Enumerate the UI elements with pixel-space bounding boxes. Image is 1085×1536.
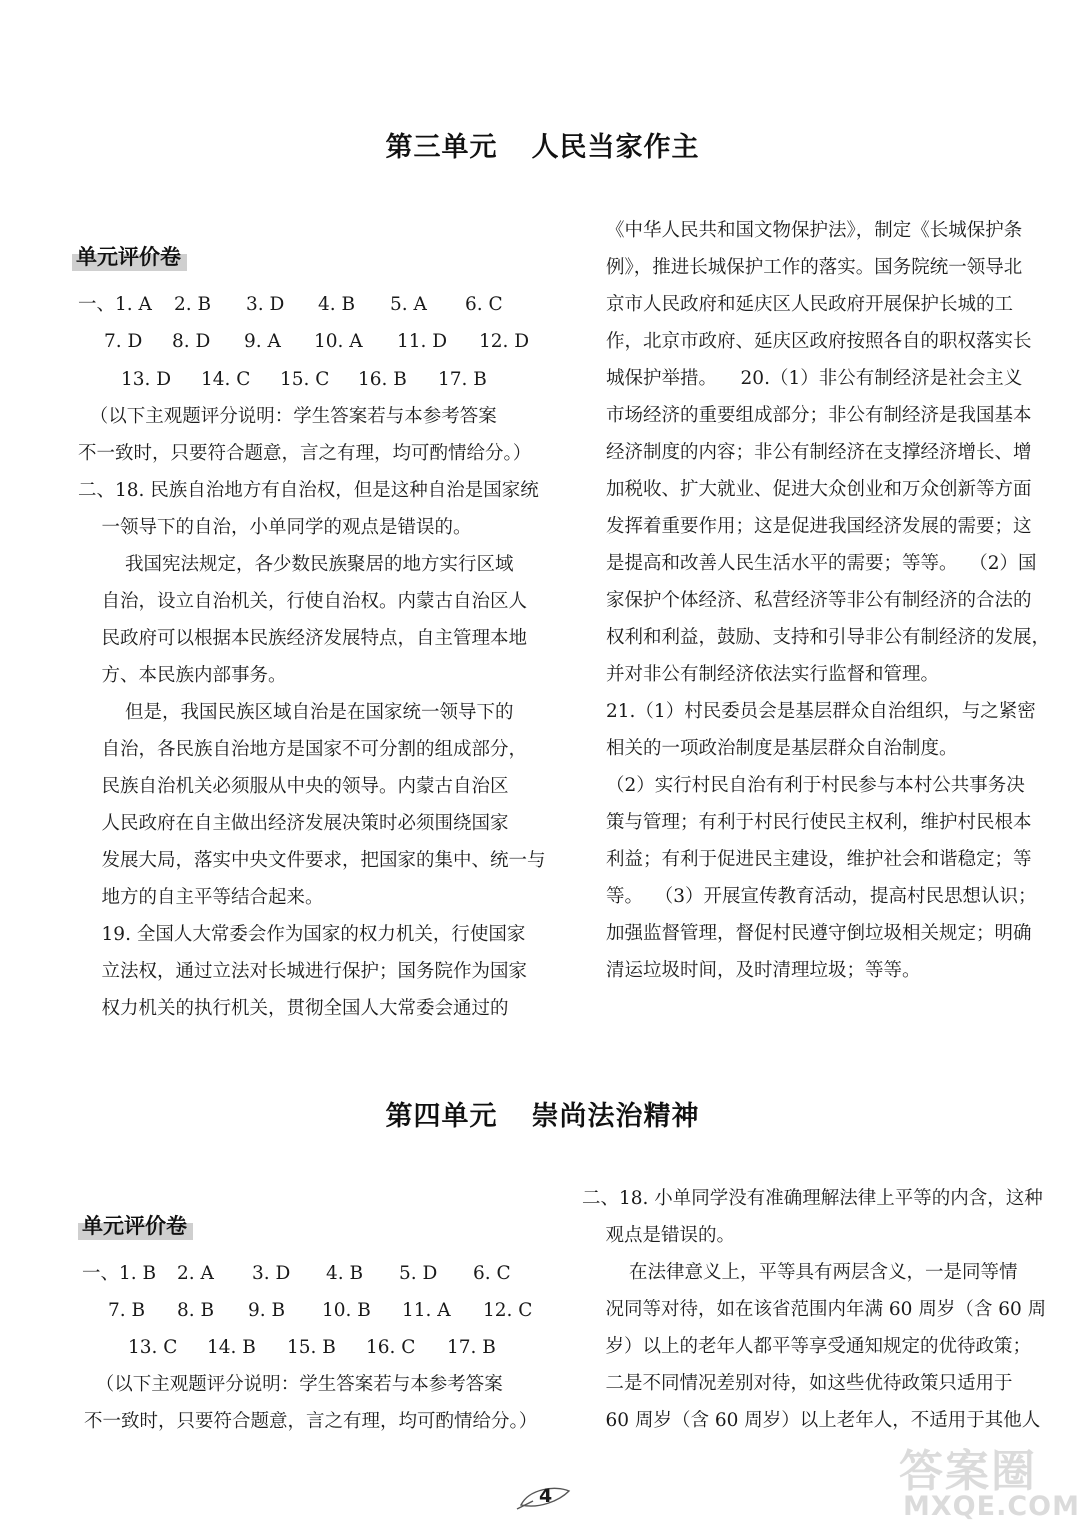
text-line: 加税收、扩大就业、促进大众创业和万众创新等方面 — [606, 479, 1032, 500]
unit3-title — [0, 125, 1085, 164]
answer: 9. B — [248, 1300, 286, 1321]
text-line: 况同等对待，如在该省范围内年满 60 周岁（含 60 周 — [582, 1299, 1047, 1320]
answer: 4. B — [326, 1263, 364, 1284]
answer: 14. B — [207, 1337, 256, 1358]
answer: 16. C — [366, 1337, 416, 1358]
text-line: 方、本民族内部事务。 — [78, 665, 287, 686]
watermark-title: 答案圈 — [899, 1446, 1037, 1497]
text-line: 作，北京市政府、延庆区政府按照各自的职权落实长 — [606, 331, 1032, 352]
text-line: 一领导下的自治，小单同学的观点是错误的。 — [78, 517, 472, 538]
answer: 16. B — [358, 369, 407, 390]
answer: 7. D — [104, 331, 143, 352]
unit4-title — [0, 1094, 1085, 1133]
answer: 4. B — [318, 294, 356, 315]
text-line: （2）实行村民自治有利于村民参与本村公共事务决 — [606, 775, 1025, 796]
text-line: 但是，我国民族区域自治是在国家统一领导下的 — [78, 702, 514, 723]
text-line: 发挥着重要作用；这是促进我国经济发展的需要；这 — [606, 516, 1032, 537]
text-line: 策与管理；有利于村民行使民主权利，维护村民根本 — [606, 812, 1032, 833]
unit4-right-column — [582, 1180, 1046, 1439]
answer: 9. A — [244, 331, 281, 352]
text-line: 自治，设立自治机关，行使自治权。内蒙古自治区人 — [78, 591, 528, 612]
unit4-answers-row-1 — [82, 1255, 511, 1292]
text-line: 利益；有利于促进民主建设，维护社会和谐稳定；等 — [606, 849, 1032, 870]
text-line: 权利和利益，鼓励、支持和引导非公有制经济的发展， — [606, 627, 1051, 648]
unit3-title-name: 人民当家作主 — [531, 132, 700, 163]
answer: 2. A — [177, 1263, 214, 1284]
answer: 11. A — [402, 1300, 451, 1321]
answer: 13. C — [128, 1337, 178, 1358]
unit3-title-number: 第三单元 — [385, 132, 498, 163]
answer: 10. A — [314, 331, 363, 352]
text-line: 在法律意义上，平等具有两层含义，一是同等情 — [582, 1262, 1018, 1283]
text-line: （以下主观题评分说明：学生答案若与本参考答案 — [84, 1374, 503, 1395]
text-line: 例》，推进长城保护工作的落实。国务院统一领导北 — [606, 257, 1023, 278]
unit4-left-column — [84, 1366, 537, 1440]
answer: 8. D — [172, 331, 211, 352]
answer: 13. D — [121, 369, 172, 390]
text-line: 二、18. 小单同学没有准确理解法律上平等的内含，这种 — [582, 1188, 1043, 1209]
answer: 12. C — [483, 1300, 533, 1321]
answer: 12. D — [479, 331, 530, 352]
text-line: 家保护个体经济、私营经济等非公有制经济的合法的 — [606, 590, 1032, 611]
text-line: 21.（1）村民委员会是基层群众自治组织，与之紧密 — [606, 701, 1036, 722]
text-line: 我国宪法规定，各少数民族聚居的地方实行区域 — [78, 554, 514, 575]
answer: 15. C — [280, 369, 330, 390]
text-line: 清运垃圾时间，及时清理垃圾；等等。 — [606, 960, 921, 981]
unit4-answers-row-3 — [128, 1329, 496, 1366]
answer: 一、1. B — [82, 1263, 157, 1284]
answer: 3. D — [252, 1263, 291, 1284]
answer: 15. B — [287, 1337, 336, 1358]
unit4-title-number: 第四单元 — [385, 1101, 498, 1132]
text-line: 京市人民政府和延庆区人民政府开展保护长城的工 — [606, 294, 1014, 315]
text-line: 是提高和改善人民生活水平的需要；等等。 （2）国 — [606, 553, 1037, 574]
text-line: 二是不同情况差别对待，如这些优待政策只适用于 — [582, 1373, 1013, 1394]
unit3-answers-row-3 — [121, 361, 487, 398]
text-line: 地方的自主平等结合起来。 — [78, 887, 324, 908]
answer: 5. A — [390, 294, 427, 315]
text-line: 自治，各民族自治地方是国家不可分割的组成部分， — [78, 739, 528, 760]
unit4-answers-row-2 — [108, 1292, 532, 1329]
text-line: 并对非公有制经济依法实行监督和管理。 — [606, 664, 940, 685]
text-line: 《中华人民共和国文物保护法》，制定《长城保护条 — [606, 220, 1023, 241]
unit3-left-column — [78, 398, 546, 1027]
page-number — [515, 1483, 575, 1513]
unit3-answers-row-2 — [104, 323, 529, 360]
text-line: 19. 全国人大常委会作为国家的权力机关，行使国家 — [78, 924, 526, 945]
answer: 7. B — [108, 1300, 146, 1321]
text-line: 民政府可以根据本民族经济发展特点，自主管理本地 — [78, 628, 528, 649]
answer: 10. B — [322, 1300, 371, 1321]
text-line: 60 周岁（含 60 周岁）以上老年人，不适用于其他人 — [582, 1410, 1041, 1431]
answer: 2. B — [174, 294, 212, 315]
text-line: 经济制度的内容；非公有制经济在支撑经济增长、增 — [606, 442, 1032, 463]
text-line: 不一致时，只要符合题意，言之有理，均可酌情给分。） — [84, 1411, 538, 1432]
watermark-url: MXQE.COM — [903, 1491, 1080, 1522]
text-line: 岁）以上的老年人都平等享受通知规定的优待政策； — [582, 1336, 1032, 1357]
unit3-answers-row-1 — [78, 286, 503, 323]
unit4-section-label: 单元评价卷 — [78, 1209, 193, 1240]
text-line: 二、18. 民族自治地方有自治权，但是这种自治是国家统 — [78, 480, 539, 501]
page-number-text: 4 — [539, 1485, 553, 1507]
text-line: 发展大局，落实中央文件要求，把国家的集中、统一与 — [78, 850, 546, 871]
text-line: 人民政府在自主做出经济发展决策时必须围绕国家 — [78, 813, 509, 834]
text-line: 等。 （3）开展宣传教育活动，提高村民思想认识； — [606, 886, 1037, 907]
unit4-title-name: 崇尚法治精神 — [531, 1101, 700, 1132]
text-line: 立法权，通过立法对长城进行保护；国务院作为国家 — [78, 961, 528, 982]
text-line: （以下主观题评分说明：学生答案若与本参考答案 — [78, 406, 497, 427]
answer: 一、1. A — [78, 294, 152, 315]
answer: 14. C — [201, 369, 251, 390]
text-line: 市场经济的重要组成部分；非公有制经济是我国基本 — [606, 405, 1032, 426]
text-line: 不一致时，只要符合题意，言之有理，均可酌情给分。） — [78, 443, 532, 464]
answer: 5. D — [399, 1263, 438, 1284]
answer: 11. D — [397, 331, 448, 352]
text-line: 相关的一项政治制度是基层群众自治制度。 — [606, 738, 958, 759]
answer: 6. C — [473, 1263, 511, 1284]
answer: 3. D — [246, 294, 285, 315]
text-line: 权力机关的执行机关，贯彻全国人大常委会通过的 — [78, 998, 509, 1019]
unit3-section-label: 单元评价卷 — [72, 240, 187, 271]
unit3-right-column — [606, 212, 1050, 989]
text-line: 加强监督管理，督促村民遵守倒垃圾相关规定；明确 — [606, 923, 1032, 944]
text-line: 城保护举措。 20.（1）非公有制经济是社会主义 — [606, 368, 1023, 389]
text-line: 民族自治机关必须服从中央的领导。内蒙古自治区 — [78, 776, 509, 797]
answer: 17. B — [447, 1337, 496, 1358]
answer: 6. C — [465, 294, 503, 315]
answer: 17. B — [438, 369, 487, 390]
answer: 8. B — [177, 1300, 215, 1321]
text-line: 观点是错误的。 — [582, 1225, 736, 1246]
watermark — [891, 1435, 1080, 1530]
